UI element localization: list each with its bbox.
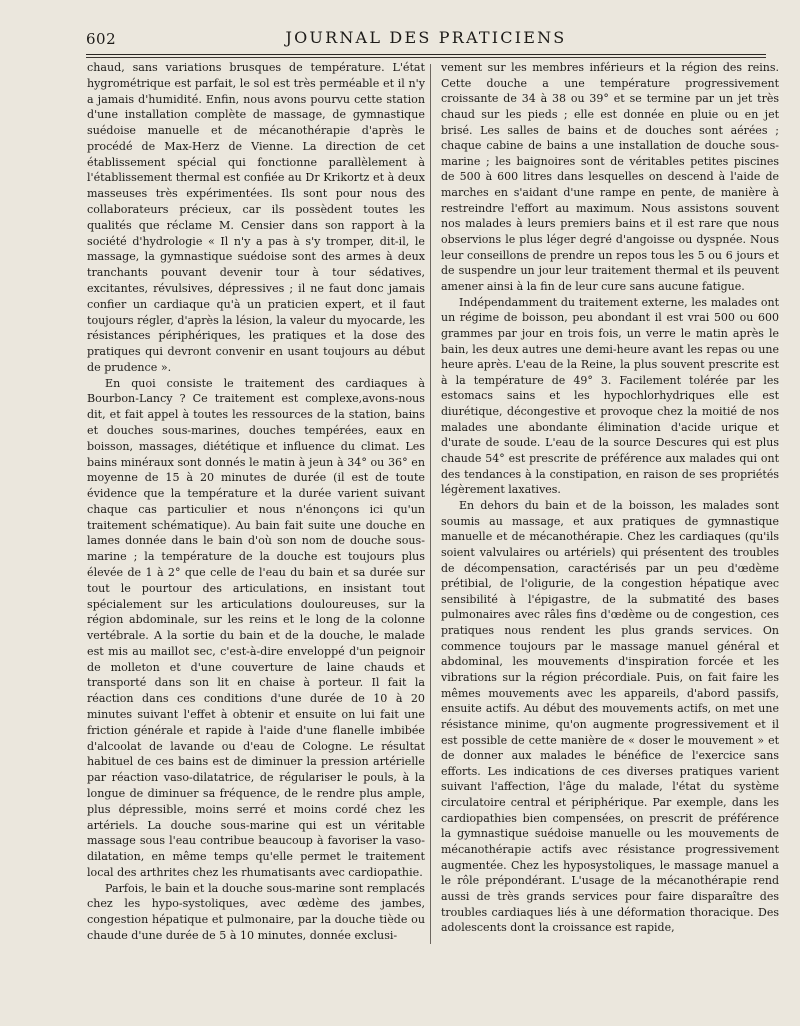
- left-column: [87, 60, 425, 944]
- paragraph: Indépendamment du traitement externe, les malades ont un régime de boisson, peu abondant il est vrai 500 ou 600 grammes par jour en trois fois, un verre le matin après le bain, les deux autres une demi-heure avant les repas ou une heure après. L'eau de la Reine, la plus souvent prescrite est à la température de 49° 3. Facilement tolérée par les estomacs sains et les hypochlorhydriques elle est diurétique, décongestive et provoque chez la moitié de nos malades une abondante élimination d'acide urique et d'urate de soude. L'eau de la source Descures qui est plus chaude 54° est prescrite de préférence aux malades qui ont des tendances à la constipation, en raison de ses propriétés légèrement laxatives.: [441, 295, 779, 497]
- paragraph: chaud, sans variations brusques de température. L'état hygrométrique est parfait, le sol est très perméable et il n'y a jamais d'humidité. Enfin, nous avons pourvu cette station d'une installation complète de massage, de gymnastique suédoise manuelle et de mécanothérapie d'après le procédé de Max-Herz de Vienne. La direction de cet établissement spécial qui fonctionne parallèlement à l'établissement thermal est confiée au Dr Krikortz et à deux masseuses très expérimentées. Ils sont pour nous des collaborateurs précieux, car ils possèdent toutes les qualités que réclame M. Censier dans son rapport à la société d'hydrologie « Il n'y a pas à s'y tromper, dit-il, le massage, la gymnastique suédoise sont des armes à deux tranchants pouvant devenir tour à tour sédatives, excitantes, révulsives, dépressives ; il ne faut donc jamais confier un cardiaque qu'à un praticien expert, et il faut toujours régler, d'après la lésion, la valeur du myocarde, les résistances périphériques, les pratiques et la dose des pratiques qui devront convenir en usant toujours au début de prudence ».: [87, 61, 425, 374]
- column-divider: [430, 64, 431, 944]
- paragraph: Parfois, le bain et la douche sous-marine sont remplacés chez les hypo-systoliques, avec œdème des jambes, congestion hépatique et pulmonaire, par la douche tiède ou chaude d'une durée de 5 à 10 minutes, donnée exclusi-: [87, 881, 425, 942]
- paragraph: En dehors du bain et de la boisson, les malades sont soumis au massage, et aux pratiques de gymnastique manuelle et de mécanothérapie. Chez les cardiaques (qu'ils soient valvulaires ou artériels) qui présentent des troubles de décompensation, caractérisés par un peu d'œdème prétibial, de l'oligurie, de la congestion hépatique avec sensibilité à l'épigastre, de la submatité des bases pulmonaires avec râles fins d'œdème ou de congestion, ces pratiques nous rendent les plus grands services. On commence toujours par le massage manuel général et abdominal, les mouvements d'inspiration forcée et les vibrations sur la région précordiale. Puis, on fait faire les mêmes mouvements avec les appareils, d'abord passifs, ensuite actifs. Au début des mouvements actifs, on met une résistance minime, qu'on augmente progressivement et il est possible de cette manière de « doser le mouvement » et de donner aux malades le bénéfice de l'exercice sans efforts. Les indications de ces diverses pratiques varient suivant l'affection, l'âge du malade, l'état du système circulatoire central et périphérique. Par exemple, dans les cardiopathies bien compensées, on prescrit de préférence la gymnastique suédoise manuelle ou les mouvements de mécanothérapie actifs avec résistance progressivement augmentée. Chez les hyposystoliques, le massage manuel a le rôle prépondérant. L'usage de la mécanothérapie rend aussi de très grands services pour faire disparaître des troubles cardiaques liés à une déformation thoracique. Des adolescents dont la croissance est rapide,: [441, 498, 779, 935]
- header-rule-thin: [86, 57, 766, 58]
- paragraph: vement sur les membres inférieurs et la région des reins. Cette douche a une température progressivement croissante de 34 à 38 ou 39° et se termine par un jet très chaud sur les pieds ; elle est donnée en pluie ou en jet brisé. Les salles de bains et de douches sont aérées ; chaque cabine de bains a une installation de douche sous-marine ; les baignoires sont de véritables petites piscines de 500 à 600 litres dans lesquelles on descend à l'aide de marches en s'aidant d'une rampe en pente, de manière à restreindre l'effort au maximum. Nous assistons souvent nos malades à leurs premiers bains et il est rare que nous observions le plus léger degré d'angoisse ou dyspnée. Nous leur conseillons de prendre un repos tous les 5 ou 6 jours et de suspendre un jour leur traitement thermal et ils peuvent amener ainsi à la fin de leur cure sans aucune fatigue.: [441, 61, 779, 293]
- page-header: [86, 28, 766, 52]
- paragraph: En quoi consiste le traitement des cardiaques à Bourbon-Lancy ? Ce traitement est complexe,avons-nous dit, et fait appel à toutes les ressources de la station, bains et douches sous-marines, douches tempérées, eaux en boisson, massages, diététique et influence du climat. Les bains minéraux sont donnés le matin à jeun à 34° ou 36° en moyenne de 15 à 20 minutes de durée (il est de toute évidence que la température et la durée varient suivant chaque cas particulier et nous n'énonçons ici qu'un traitement schématique). Au bain fait suite une douche en lames donnée dans le bain d'où son nom de douche sous-marine ; la température de la douche est toujours plus élevée de 1 à 2° que celle de l'eau du bain et sa durée sur tout le pourtour des articulations, en insistant tout spécialement sur les articulations douloureuses, sur la région abdominale, sur les reins et le long de la colonne vertébrale. A la sortie du bain et de la douche, le malade est mis au maillot sec, c'est-à-dire enveloppé d'un peignoir de molleton et d'une couverture de laine chauds et transporté dans son lit en chaise à porteur. Il fait la réaction dans ces conditions d'une durée de 10 à 20 minutes suivant l'effet à obtenir et ensuite on lui fait une friction générale et rapide à l'aide d'une flanelle imbibée d'alcoolat de lavande ou d'eau de Cologne. Le résultat habituel de ces bains est de diminuer la pression artérielle par réaction vaso-dilatatrice, de régulariser le pouls, à la longue de diminuer sa fréquence, de le rendre plus ample, plus dépressible, moins serré et moins cordé chez les artériels. La douche sous-marine qui est un véritable massage sous l'eau contribue beaucoup à favoriser la vaso-dilatation, en même temps qu'elle permet le traitement local des arthrites chez les rhumatisants avec cardiopathie.: [87, 376, 425, 879]
- page-number: 602: [86, 30, 117, 48]
- right-column: [441, 60, 779, 936]
- header-rule: [86, 54, 766, 55]
- running-title: JOURNAL DES PRATICIENS: [285, 28, 567, 47]
